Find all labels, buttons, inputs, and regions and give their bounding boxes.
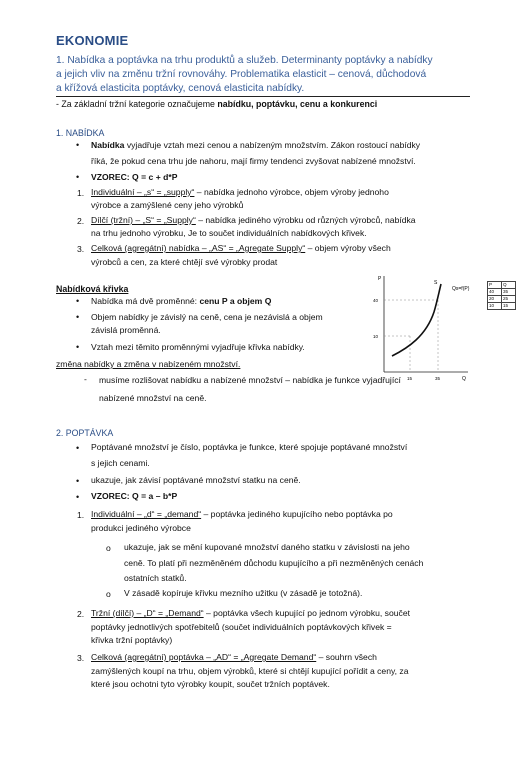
poptavka-sub-1: ukazuje, jak se mění kupované množství daného statku v závislosti na jeho <box>124 542 410 552</box>
y-tick-label: 10 <box>373 334 379 339</box>
list-number: 1. <box>77 188 85 198</box>
item-text: – nabídka jediného výrobku od různých výrobců, nabídka <box>195 215 416 225</box>
supply-curve-chart <box>368 272 486 384</box>
q-axis-label: Q <box>462 376 466 382</box>
krivka-bold: cenu P a objem Q <box>199 296 272 306</box>
item-term: Individuální – „d“ = „demand“ <box>91 509 202 519</box>
krivka-item-2: Objem nabídky je závislý na ceně, cena je nezávislá a objem <box>91 312 323 322</box>
intro-bold: nabídku, poptávku, cenu a konkurenci <box>217 99 378 109</box>
poptavka-sub-1-line3: ostatních statků. <box>124 573 187 583</box>
nabidka-item-2 <box>91 214 416 227</box>
table-row <box>488 282 516 289</box>
krivka-item-3: Vztah mezi těmito proměnnými vyjadřuje křivka nabídky. <box>91 342 305 352</box>
list-number: 2. <box>77 609 85 619</box>
nabidka-vzorec: VZOREC: Q = c + d*P <box>91 172 178 182</box>
poptavka-sub-1-line2: ceně. To platí při nezměněném důchodu kupujícího a při nezměněných cenách <box>124 558 424 568</box>
section-heading-poptavka: 2. POPTÁVKA <box>56 428 114 438</box>
poptavka-sub-2: V zásadě kopíruje křivku mezního užitku (v zásadě je totožná). <box>124 588 363 598</box>
list-number: 1. <box>77 510 85 520</box>
nabidka-item-1 <box>91 186 389 199</box>
bullet-dot: • <box>76 342 80 352</box>
item-term: Individuální – „s“ = „supply“ <box>91 187 195 197</box>
dash-marker: - <box>84 374 87 384</box>
supply-schedule-table <box>487 281 516 310</box>
poptavka-vzorec: VZOREC: Q = a – b*P <box>91 491 178 501</box>
list-number: 2. <box>77 216 85 226</box>
poptavka-item-3-line2: zamýšlených koupí na trhu, objem výrobků, které si chtějí kupující pořídit a ceny, za <box>91 666 409 676</box>
circle-bullet: o <box>106 543 111 553</box>
subtitle-line: 1. Nabídka a poptávka na trhu produktů a služeb. Determinanty poptávky a nabídky <box>56 55 433 66</box>
table-cell: 10 <box>488 303 502 310</box>
item-term: Tržní (dílčí) – „D“ = „Demand“ <box>91 608 204 618</box>
item-term: Celková (agregátní) poptávka – „AD“ = „Agregate Demand“ <box>91 652 317 662</box>
nabidka-definition-line2: říká, že pokud cena trhu jde nahoru, mají firmy tendenci zvyšovat nabízené množství. <box>91 156 416 166</box>
y-tick-label: 40 <box>373 298 379 303</box>
poptavka-item-2-line2: poptávky jednotlivých spotřebitelů (součet individuálních poptávkových křivek = <box>91 622 392 632</box>
item-text: – objem výroby všech <box>305 243 391 253</box>
poptavka-item-1-line2: produkci jediného výrobce <box>91 523 191 533</box>
x-tick-label: 15 <box>407 376 413 381</box>
doc-subtitle <box>56 54 466 96</box>
nabidka-definition <box>91 139 420 152</box>
poptavka-bullet-1-line2: s jejich cenami. <box>91 458 150 468</box>
intro-text: - Za základní tržní kategorie označujeme <box>56 99 218 109</box>
item-term: Celková (agregátní) nabídka – „AS“ = „Agregate Supply“ <box>91 243 306 253</box>
nabidkova-krivka-heading: Nabídková křivka <box>56 284 129 294</box>
nabidka-item-2-line2: na trhu jednoho výrobku, Je to součet individuálních nabídkových křivek. <box>91 228 367 238</box>
krivka-item-1 <box>91 295 271 308</box>
def-bold: Nabídka <box>91 140 125 150</box>
bullet-dot: • <box>76 312 80 322</box>
subtitle-line: a jejich vliv na změnu tržní rovnováhy. Problematika elasticit – cenová, důchodová <box>56 69 427 80</box>
zmena-nabidky-heading: změna nabídky a změna v nabízeném množství. <box>56 359 241 369</box>
s-curve-label: S <box>434 280 438 286</box>
title-divider <box>56 96 470 97</box>
p-axis-label: P <box>378 276 382 282</box>
table-cell: 40 <box>488 289 502 296</box>
table-row <box>488 289 516 296</box>
item-text: – souhrn všech <box>316 652 377 662</box>
bullet-dot: • <box>76 492 80 502</box>
bullet-dot: • <box>76 172 80 182</box>
supply-curve <box>392 284 441 356</box>
bullet-dot: • <box>76 476 80 486</box>
table-cell: 20 <box>488 296 502 303</box>
bullet-dot: • <box>76 140 80 150</box>
table-row <box>488 296 516 303</box>
poptavka-bullet-2: ukazuje, jak závisí poptávané množství statku na ceně. <box>91 475 301 485</box>
bullet-dot: • <box>76 296 80 306</box>
krivka-text: Nabídka má dvě proměnné: <box>91 296 200 306</box>
supply-function-label: Qs=f(P) <box>452 286 470 292</box>
item-text: – poptávka všech kupující po jednom výrobku, součet <box>203 608 410 618</box>
poptavka-item-2 <box>91 607 410 620</box>
table-cell: 15 <box>502 303 516 310</box>
intro-line <box>56 99 377 109</box>
list-number: 3. <box>77 653 85 663</box>
list-number: 3. <box>77 244 85 254</box>
poptavka-item-1 <box>91 508 393 521</box>
poptavka-item-2-line3: křivka tržní poptávky) <box>91 635 173 645</box>
x-tick-label: 35 <box>435 376 441 381</box>
item-text: – poptávka jediného kupujícího nebo poptávka po <box>201 509 393 519</box>
poptavka-item-3 <box>91 651 377 664</box>
item-term: Dílčí (tržní) – „S“ = „Supply“ <box>91 215 196 225</box>
krivka-item-2-line2: závislá proměnná. <box>91 325 161 335</box>
circle-bullet: o <box>106 589 111 599</box>
nabidka-item-1-line2: výrobce a zamýšlené ceny jeho výrobků <box>91 200 244 210</box>
table-cell: Q <box>502 282 516 289</box>
zmena-line1: musíme rozlišovat nabídku a nabízené množství – nabídka je funkce vyjadřující <box>99 375 401 385</box>
table-cell: P <box>488 282 502 289</box>
table-cell: 25 <box>502 296 516 303</box>
table-cell: 35 <box>502 289 516 296</box>
doc-title: EKONOMIE <box>56 33 129 48</box>
section-heading-nabidka: 1. NABÍDKA <box>56 128 105 138</box>
nabidka-item-3-line2: výrobců a cen, za které chtějí své výrobky prodat <box>91 257 278 267</box>
nabidka-item-3 <box>91 242 391 255</box>
poptavka-item-3-line3: které jsou ochotni tyto výrobky koupit, součet tržních poptávek. <box>91 679 330 689</box>
poptavka-bullet-1: Poptávané množství je číslo, poptávka je funkce, které spojuje poptávané množství <box>91 442 408 452</box>
bullet-dot: • <box>76 443 80 453</box>
table-row <box>488 303 516 310</box>
def-text: vyjadřuje vztah mezi cenou a nabízeným množstvím. Zákon rostoucí nabídky <box>124 140 421 150</box>
item-text: – nabídka jednoho výrobce, objem výroby jednoho <box>194 187 389 197</box>
subtitle-line: a křížová elasticita poptávky, cenová elasticita nabídky. <box>56 83 305 94</box>
zmena-line2: nabízené množství na ceně. <box>99 393 207 403</box>
